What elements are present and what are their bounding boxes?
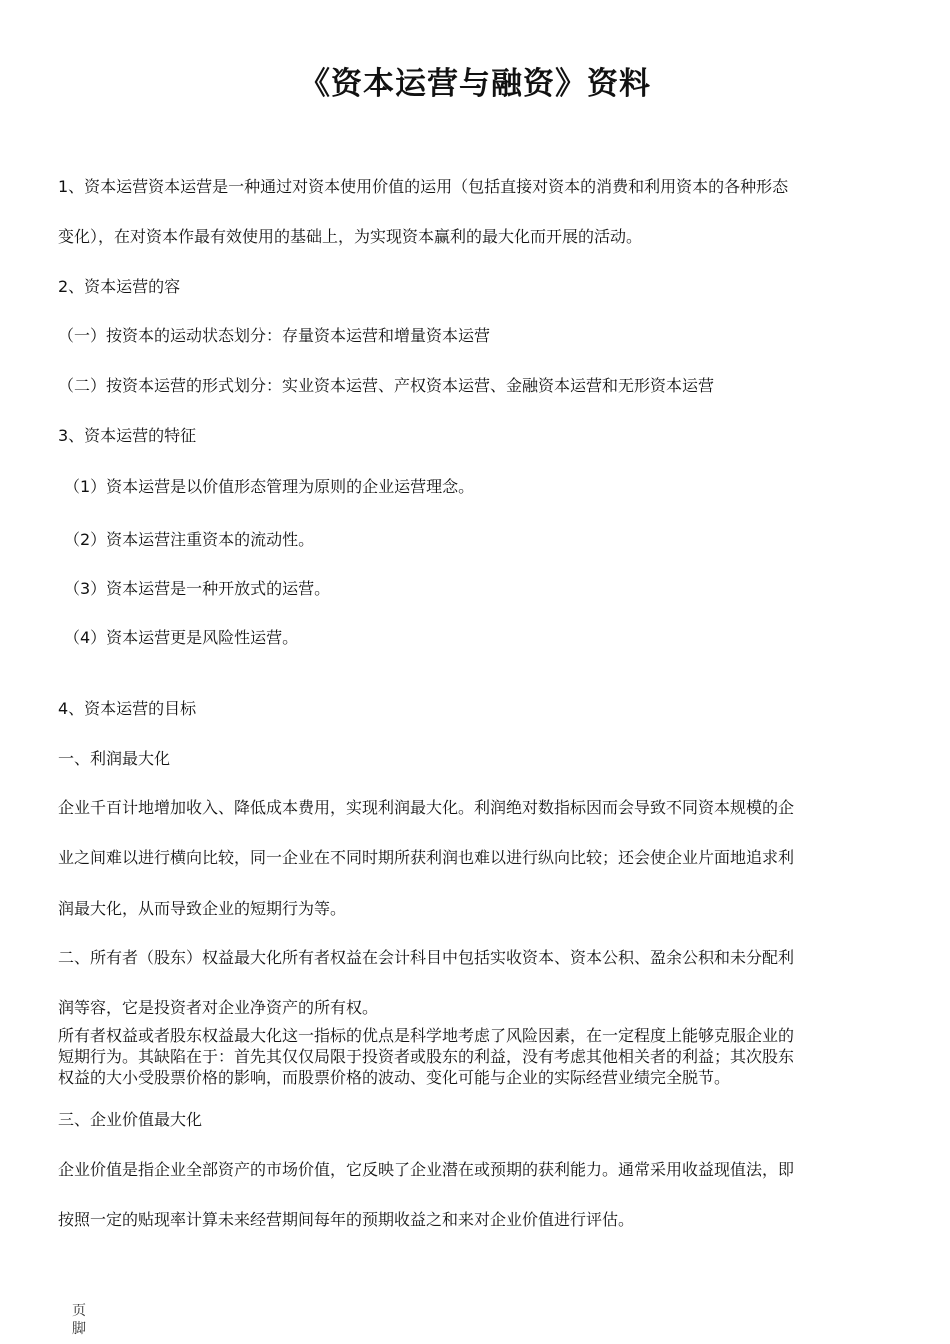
paragraph-line: 所有者权益或者股东权益最大化这一指标的优点是科学地考虑了风险因素，在一定程度上能够克服企业的	[58, 1026, 795, 1045]
paragraph-line: 按照一定的贴现率计算未来经营期间每年的预期收益之和来对企业价值进行评估。	[58, 1210, 635, 1229]
subsection-heading: 三、企业价值最大化	[58, 1110, 203, 1129]
dense-paragraph	[58, 1025, 898, 1088]
list-item: （一）按资本的运动状态划分：存量资本运营和增量资本运营	[58, 326, 491, 345]
paragraph-line: 润最大化，从而导致企业的短期行为等。	[58, 899, 347, 918]
list-item: （4）资本运营更是风险性运营。	[64, 628, 299, 647]
list-item: （1）资本运营是以价值形态管理为原则的企业运营理念。	[64, 477, 475, 496]
paragraph-line: 企业价值是指企业全部资产的市场价值，它反映了企业潜在或预期的获利能力。通常采用收益现值法，即	[58, 1160, 795, 1179]
paragraph-line: 二、所有者（股东）权益最大化所有者权益在会计科目中包括实收资本、资本公积、盈余公积和未分配利	[58, 948, 795, 967]
list-item: （二）按资本运营的形式划分：实业资本运营、产权资本运营、金融资本运营和无形资本运营	[58, 376, 715, 395]
list-item: （3）资本运营是一种开放式的运营。	[64, 579, 331, 598]
document-title: 《资本运营与融资》资料	[299, 66, 651, 102]
paragraph-line: 润等容，它是投资者对企业净资产的所有权。	[58, 998, 379, 1017]
section-heading: 2、资本运营的容	[58, 277, 181, 296]
paragraph-line: 企业千百计地增加收入、降低成本费用，实现利润最大化。利润绝对数指标因而会导致不同资本规模的企	[58, 798, 795, 817]
section-heading: 3、资本运营的特征	[58, 426, 197, 445]
paragraph-line: 业之间难以进行横向比较，同一企业在不同时期所获利润也难以进行纵向比较；还会使企业片面地追求利	[58, 848, 795, 867]
paragraph-line: 权益的大小受股票价格的影响，而股票价格的波动、变化可能与企业的实际经营业绩完全脱节。	[58, 1068, 731, 1087]
list-item: （2）资本运营注重资本的流动性。	[64, 530, 315, 549]
page-footer: 页脚	[72, 1303, 86, 1337]
paragraph-line: 短期行为。其缺陷在于：首先其仅仅局限于投资者或股东的利益，没有考虑其他相关者的利益；其次股东	[58, 1047, 795, 1066]
section-heading: 4、资本运营的目标	[58, 699, 197, 718]
subsection-heading: 一、利润最大化	[58, 749, 171, 768]
paragraph-line: 1、资本运营资本运营是一种通过对资本使用价值的运用（包括直接对资本的消费和利用资本的各种形态	[58, 177, 789, 196]
paragraph-line: 变化），在对资本作最有效使用的基础上，为实现资本赢利的最大化而开展的活动。	[58, 227, 643, 246]
